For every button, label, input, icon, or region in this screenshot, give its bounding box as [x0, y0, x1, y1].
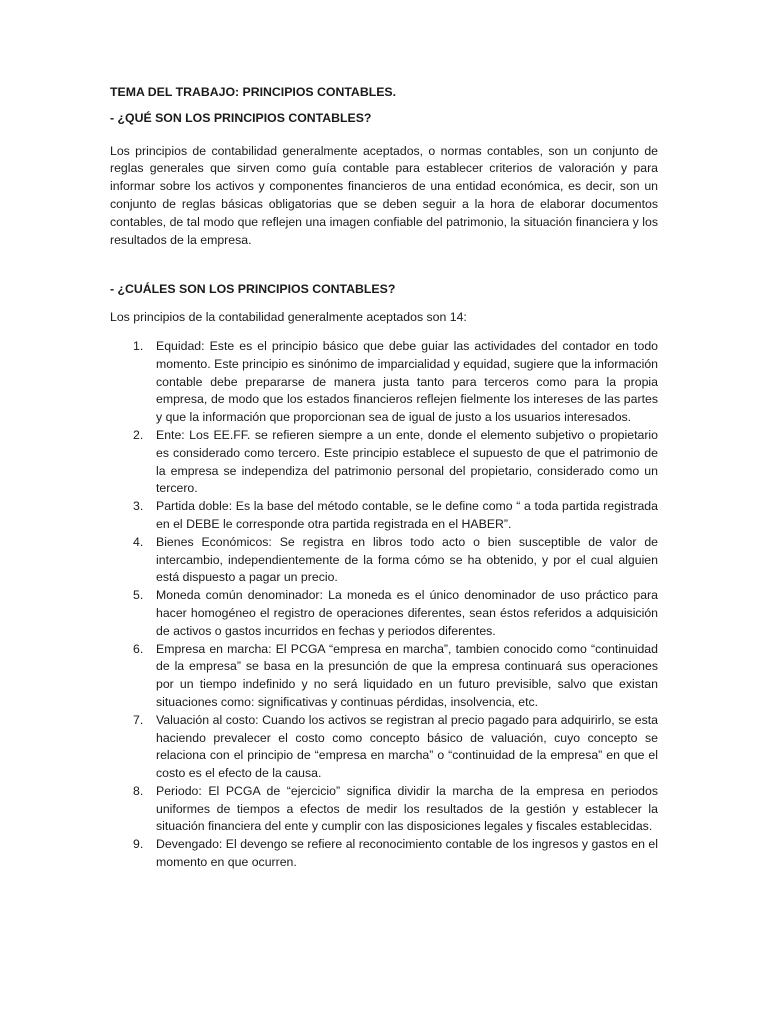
document-page	[110, 84, 658, 872]
list-item-text: Periodo: El PCGA de “ejercicio” significa dividir la marcha de la empresa en periodos uniformes de tiempos a efectos de medir los resultados de la gestión y establecer la situación financiera del ente y cumplir con las disposiciones legales y fiscales establecidas.	[156, 783, 658, 834]
list-item-text: Devengado: El devengo se refiere al reconocimiento contable de los ingresos y gastos en el momento en que ocurren.	[156, 837, 658, 870]
list-item	[110, 498, 658, 534]
list-item-number: 8.	[133, 783, 144, 798]
list-item-text: Ente: Los EE.FF. se refieren siempre a un ente, donde el elemento subjetivo o propietario es considerado como tercero. Este principio establece el supuesto de que el patrimonio de la empresa se independiza del patrimonio personal del propietario, considerado como un tercero.	[156, 427, 658, 496]
section-body-definition: Los principios de contabilidad generalmente aceptados, o normas contables, son un conjunto de reglas generales que sirven como guía contable para establecer criterios de valoración y para informar sobre los activos y componentes financieros de una entidad económica, es decir, son un conjunto de reglas básicas obligatorias que se deben seguir a la hora de elaborar documentos contables, de tal modo que reflejen una imagen confiable del patrimonio, la situación financiera y los resultados de la empresa.	[110, 143, 658, 247]
document-title: TEMA DEL TRABAJO: PRINCIPIOS CONTABLES.	[110, 85, 397, 99]
list-item-number: 6.	[133, 641, 144, 656]
list-item-number: 4.	[133, 534, 144, 549]
list-item	[110, 534, 658, 587]
list-item-number: 9.	[133, 837, 144, 852]
principles-list	[110, 338, 658, 872]
list-item-number: 7.	[133, 712, 144, 727]
list-item	[110, 587, 658, 640]
list-item-text: Valuación al costo: Cuando los activos se registran al precio pagado para adquirirlo, se esta haciendo prevalecer el costo como concepto básico de valuación, cuyo concepto se relaciona con el principio de “empresa en marcha” o “continuidad de la empresa” en que el costo es el efecto de la causa.	[156, 712, 658, 781]
list-item-number: 2.	[133, 427, 144, 442]
list-item	[110, 641, 658, 712]
list-item-text: Equidad: Este es el principio básico que debe guiar las actividades del contador en todo momento. Este principio es sinónimo de imparcialidad y equidad, sugiere que la información contable debe prepararse de manera justa tanto para terceros como para la propia empresa, de modo que los estados financieros reflejen fielmente los intereses de las partes y que la información que proporcionan sea de igual de justo a los usuarios interesados.	[156, 338, 658, 425]
list-item-text: Bienes Económicos: Se registra en libros todo acto o bien susceptible de valor de intercambio, independientemente de la forma cómo se ha obtenido, y por el cual alguien está dispuesto a pagar un precio.	[156, 534, 658, 585]
list-item	[110, 836, 658, 872]
list-item-text: Empresa en marcha: El PCGA “empresa en marcha”, tambien conocido como “continuidad de la empresa” se basa en la presunción de que la empresa continuará sus operaciones por un tiempo indefinido y no será liquidado en un futuro previsible, salvo que existan situaciones como: significativas y continuas pérdidas, insolvencia, etc.	[156, 641, 658, 709]
list-item-text: Partida doble: Es la base del método contable, se le define como “ a toda partida registrada en el DEBE le corresponde otra partida registrada en el HABER”.	[156, 499, 658, 531]
section-heading-which-are: - ¿CUÁLES SON LOS PRINCIPIOS CONTABLES?	[110, 282, 396, 297]
list-item-text: Moneda común denominador: La moneda es el único denominador de uso práctico para hacer homogéneo el registro de operaciones diferentes, sean éstos referidos a adquisición de activos o gastos incurridos en fechas y periodos diferentes.	[156, 588, 658, 638]
list-item	[110, 783, 658, 836]
section-heading-what-are: - ¿QUÉ SON LOS PRINCIPIOS CONTABLES?	[110, 110, 372, 125]
list-item	[110, 427, 658, 498]
list-item-number: 1.	[133, 338, 144, 353]
list-intro-text: Los principios de la contabilidad generalmente aceptados son 14:	[110, 310, 467, 325]
list-item	[110, 712, 658, 783]
list-item-number: 3.	[133, 499, 144, 514]
list-item-number: 5.	[133, 588, 144, 603]
list-item	[110, 338, 658, 427]
